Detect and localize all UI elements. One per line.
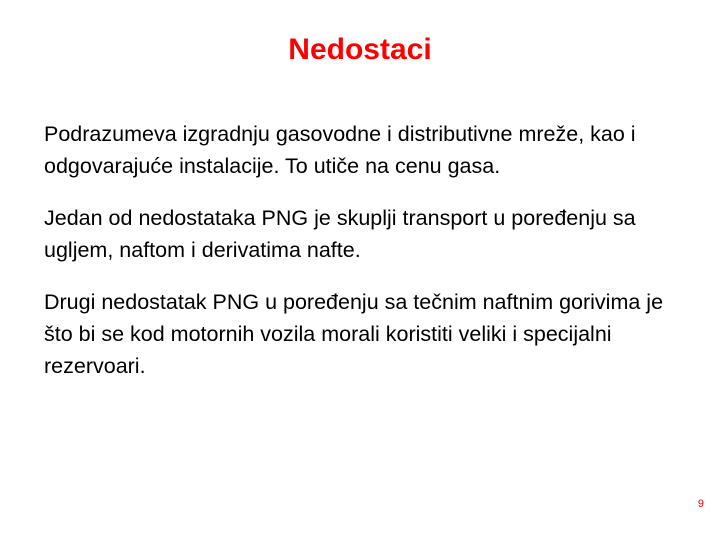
paragraph-2: Jedan od nedostataka PNG je skuplji transport u poređenju sa ugljem, naftom i derivatima nafte.	[44, 206, 636, 262]
page-number: 9	[697, 498, 704, 510]
paragraph-3: Drugi nedostatak PNG u poređenju sa tečnim naftnim gorivima je što bi se kod motornih vozila morali koristiti veliki i specijalni rezervoari.	[44, 290, 664, 378]
paragraph-1: Podrazumeva izgradnju gasovodne i distributivne mreže, kao i odgovarajuće instalacije. To utiče na cenu gasa.	[44, 122, 636, 178]
slide-title: Nedostaci	[288, 33, 432, 66]
slide-body	[44, 118, 694, 402]
